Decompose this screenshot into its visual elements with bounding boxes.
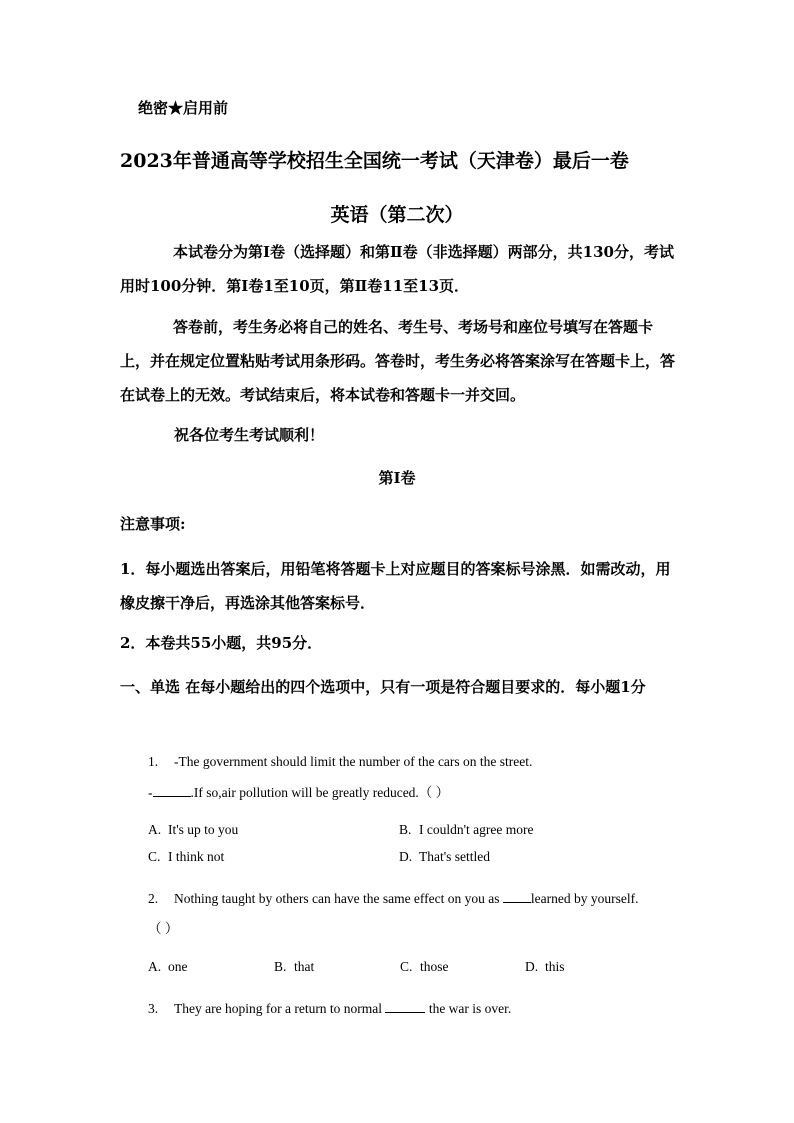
question-1-option-c[interactable]: C. I think not xyxy=(148,849,225,864)
question-number: 3. xyxy=(148,1001,159,1016)
question-1-option-d[interactable]: D. That's settled xyxy=(399,849,491,864)
notice-title: 注意事项: xyxy=(120,515,186,533)
exam-title: 2023年普通高等学校招生全国统一考试（天津卷）最后一卷 xyxy=(120,150,629,172)
question-1-response-line xyxy=(148,781,449,801)
question-1-option-b[interactable]: B. I couldn't agree more xyxy=(399,822,534,837)
notice-item-2: 2．本卷共55小题，共95分． xyxy=(120,634,323,652)
answer-blank xyxy=(503,890,531,903)
question-text: -The government should limit the number of the cars on the street. xyxy=(174,754,533,769)
notice-item-1: 1．每小题选出答案后，用铅笔将答题卡上对应题目的答案标号涂黑．如需改动，用橡皮擦干净后，再选涂其他答案标号． xyxy=(120,560,671,612)
question-3-stem xyxy=(148,1000,511,1017)
question-text: Nothing taught by others can have the same effect on you as xyxy=(174,891,503,906)
answer-blank xyxy=(153,784,191,797)
answer-blank xyxy=(385,1000,425,1013)
question-text: .If so,air pollution will be greatly reduced.（ ） xyxy=(190,785,450,800)
dialogue-dash: - xyxy=(148,785,153,800)
question-2-option-c[interactable]: C. those xyxy=(400,959,449,974)
exam-subtitle: 英语（第二次） xyxy=(330,204,464,226)
question-2-bracket: （ ） xyxy=(148,921,179,936)
volume-title: 第I卷 xyxy=(378,469,416,487)
question-text: They are hoping for a return to normal xyxy=(174,1001,386,1016)
section-heading-single-choice: 一、单选 在每小题给出的四个选项中，只有一项是符合题目要求的．每小题1分 xyxy=(120,678,646,696)
good-luck-text: 祝各位考生考试顺利！ xyxy=(174,426,325,444)
question-2-option-b[interactable]: B. that xyxy=(274,959,315,974)
question-2-option-d[interactable]: D. this xyxy=(525,959,565,974)
question-1-option-a[interactable]: A. It's up to you xyxy=(148,822,239,837)
confidential-label: 绝密★启用前 xyxy=(138,99,229,117)
question-1-stem xyxy=(148,754,532,770)
intro-paragraph-instructions: 答卷前，考生务必将自己的姓名、考生号、考场号和座位号填写在答题卡上，并在规定位置粘贴考试用条形码。答卷时，考生务必将答案涂写在答题卡上，答在试卷上的无效。考试结束后，将本试卷和答题卡一并交回。 xyxy=(120,318,676,404)
question-text: the war is over. xyxy=(425,1001,512,1016)
question-text: learned by yourself. xyxy=(530,891,639,906)
question-number: 2. xyxy=(148,891,159,906)
intro-paragraph-structure: 本试卷分为第Ⅰ卷（选择题）和第Ⅱ卷（非选择题）两部分，共130分，考试用时100分钟．第Ⅰ卷1至10页，第Ⅱ卷11至13页． xyxy=(120,243,674,295)
question-2-stem xyxy=(148,890,639,907)
question-2-option-a[interactable]: A. one xyxy=(148,959,188,974)
question-number: 1. xyxy=(148,754,159,769)
